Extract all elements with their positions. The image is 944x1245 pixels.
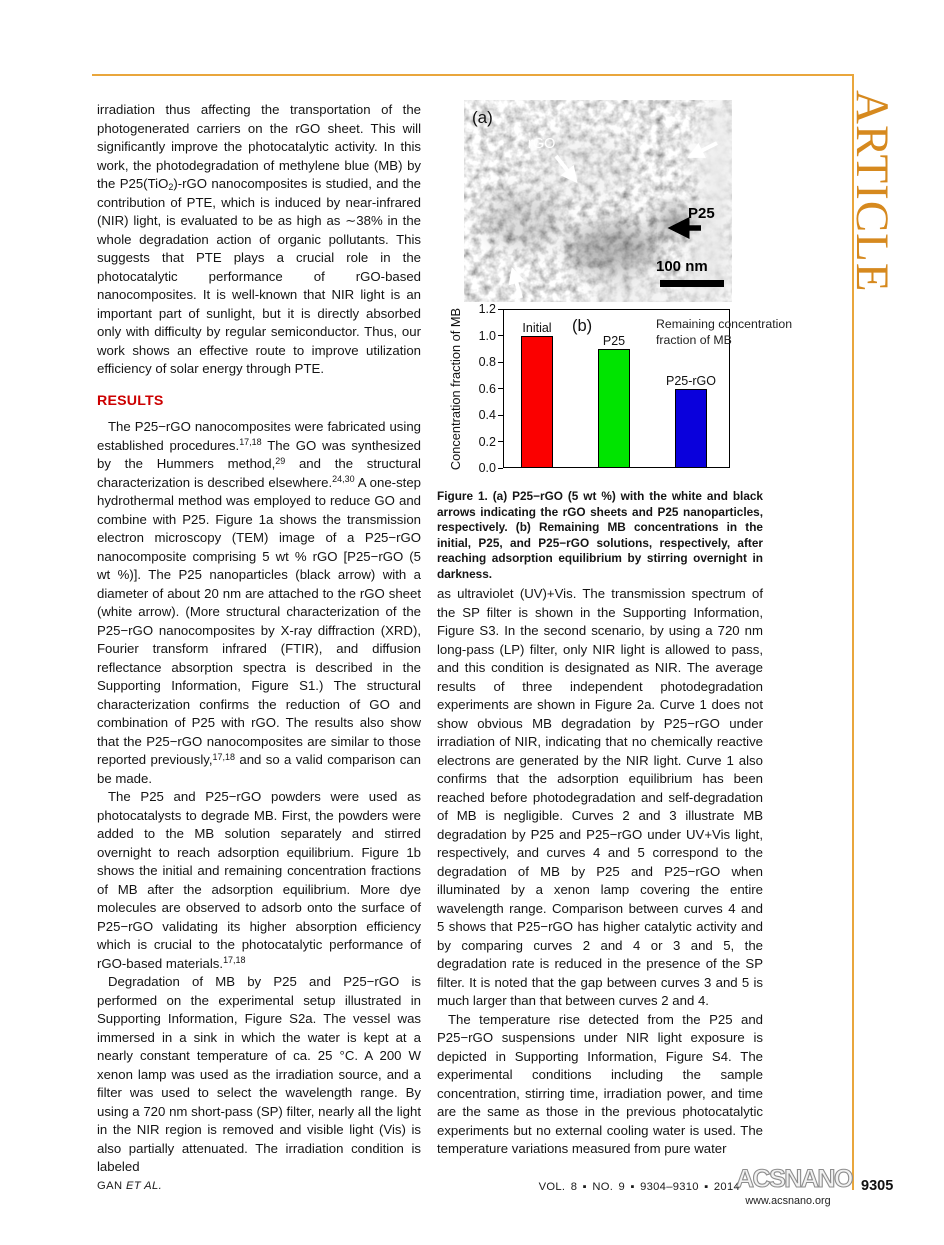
y-tick-label: 0.0 (478, 461, 496, 475)
bar-p25 (598, 349, 630, 468)
chart-annotation-line: Remaining concentration (656, 317, 793, 331)
bar-label: P25-rGO (665, 373, 716, 388)
scale-bar (660, 280, 724, 287)
left-text-column (97, 101, 421, 1177)
y-tick-label: 0.6 (478, 381, 496, 396)
paragraph-intro: irradiation thus affecting the transportation of the photogenerated carriers on the rGO sheet. This will significantly improve the photocatalytic activity. In this work, the photodegradation of methylene blue (MB) by the P25(TiO$_2$)-rGO nanocomposites is studied, and the contribution of PTE, which is induced by near-infrared (NIR) light, is evaluated to be as high as ∼38% in the whole degradation action of organic pollutants. This suggests that PTE plays a crucial role in the photocatalytic performance of rGO-based nanocomposites. It is well-known that NIR light is an important part of sunlight, but it is directly absorbed only with difficulty by regular semiconductor. Thus, our work shows an effective route to improve utilization efficiency of solar energy through PTE. (97, 102, 421, 376)
results-section-heading: RESULTS (97, 392, 164, 409)
paragraph-adsorption: The P25 and P25−rGO powders were used as photocatalysts to degrade MB. First, the powders were added to the MB solution separately and stirred overnight to reach adsorption equilibrium. Figure 1b shows the initial and remaining concentration fractions of MB after the adsorption equilibrium. More dye molecules are observed to adsorb onto the surface of P25−rGO validating its higher absorption efficiency which is crucial to the photocatalytic performance of rGO-based materials.$^{17,18}$ (97, 789, 421, 971)
y-tick-label: 0.2 (478, 434, 496, 449)
y-tick-label: 0.4 (478, 408, 496, 422)
paragraph-temperature-rise: The temperature rise detected from the P25 and P25−rGO suspensions under NIR light exposure is depicted in Supporting Information, Figure S4. The experimental conditions including the sample concentration, stirring time, irradiation power, and time are the same as those in the previous photocatalytic experiments but no external cooling water is used. The temperature variations measured from pure water (437, 1011, 763, 1156)
bar-p25-rgo (675, 389, 707, 469)
figure1b-bar-chart (440, 302, 793, 475)
chart-annotation-line: fraction of MB (656, 332, 732, 347)
chart-annotation (656, 317, 798, 348)
bar-initial (521, 336, 553, 469)
footer-authors-etal: ET AL. (125, 1180, 163, 1192)
page-number: 9305 (861, 1178, 894, 1194)
paragraph-irradiation-conditions: as ultraviolet (UV)+Vis. The transmission spectrum of the SP filter is shown in the Supporting Information, Figure S3. In the second scenario, by using a 720 nm long-pass (LP) filter, only NIR light is allowed to pass, and this condition is designated as NIR. The average results of three independent photodegradation experiments are shown in Figure 2a. Curve 1 does not show obvious MB degradation by P25−rGO under irradiation of NIR, indicating that no chemically reactive electrons are generated by the NIR light. Curve 1 also confirms that the adsorption equilibrium has been reached before photodegradation and self-degradation of MB is negligible. Curves 2 and 3 illustrate MB degradation by P25 and P25−rGO under UV+Vis light, respectively, and curves 4 and 5 correspond to the degradation of MB by P25 and P25−rGO when illuminated by a xenon lamp covering the entire wavelength range. Comparison between curves 4 and 5 shows that P25−rGO has higher catalytic activity and by comparing curves 2 and 4 or 3 and 5, the degradation rate is reduced in the presence of the SP filter. It is noted that the gap between curves 3 and 5 is much larger than that between curves 2 and 4. (437, 586, 763, 1008)
p25-label: P25 (688, 205, 715, 222)
footer-authors (97, 1180, 162, 1192)
bar-label: P25 (602, 333, 626, 348)
paragraph-degradation-setup: Degradation of MB by P25 and P25−rGO is performed on the experimental setup illustrated in Supporting Information, Figure S2a. The vessel was immersed in a sink in which the water is kept at a nearly constant temperature of ca. 25 °C. A 200 W xenon lamp was used as the irradiation source, and a filter was used to select the wavelength range. By using a 720 nm short-pass (SP) filter, nearly all the light in the NIR region is removed and visible light (Vis) is also partially attenuated. The irradiation condition is labeled (97, 974, 421, 1174)
bar-label: Initial (522, 320, 552, 335)
chart-y-axis-label: Concentration fraction of MB (448, 307, 463, 471)
acsnano-logo-text: ACSNANO (736, 1165, 852, 1193)
scale-bar-label: 100 nm (656, 258, 708, 275)
y-tick-label: 1.2 (478, 302, 496, 316)
journal-website: www.acsnano.org (745, 1195, 831, 1207)
paragraph-fabrication: The P25−rGO nanocomposites were fabricated using established procedures.$^{17,18}$ The GO was synthesized by the Hummers method,$^{29}$ and the structural characterization is described elsewhere.$^{24,30}$ A one-step hydrothermal method was employed to reduce GO and combine with P25. Figure 1a shows the transmission electron microscopy (TEM) image of a P25−rGO nanocomposite comprising 5 wt % rGO [P25−rGO (5 wt %)]. The P25 nanoparticles (black arrow) with a diameter of about 20 nm are attached to the rGO sheet (white arrow). (More structural characterization of the P25−rGO nanocomposites by X-ray diffraction (XRD), Fourier transform infrared (FTIR), and diffusion reflectance absorption spectra is described in the Supporting Information, Figure S1.) The structural characterization confirms the reduction of GO and combination of P25 with rGO. The results also show that the P25−rGO nanocomposites are similar to those reported previously,$^{17,18}$ and so a valid comparison can be made. (97, 419, 422, 786)
figure1-caption: Figure 1. (a) P25−rGO (5 wt %) with the white and black arrows indicating the rGO sheets and P25 nanoparticles, respectively. (b) Remaining MB concentrations in the initial, P25, and P25−rGO solutions, respectively, after reaching adsorption equilibrium by stirring overnight in darkness. (437, 489, 763, 581)
y-tick-label: 1.0 (478, 328, 496, 343)
journal-logo (736, 1164, 852, 1207)
y-tick-label: 0.8 (478, 355, 496, 369)
rgo-label: rGO (528, 136, 556, 152)
top-accent-rule (92, 74, 854, 76)
chart-plot (503, 309, 793, 468)
article-type-label: ARTICLE (846, 90, 898, 293)
panel-b-label: (b) (572, 317, 593, 335)
footer-authors-name: GAN (97, 1180, 126, 1192)
panel-a-label: (a) (472, 108, 493, 127)
figure1a-tem-image (464, 100, 732, 302)
footer-volume-info: VOL. 8 ▪ NO. 9 ▪ 9304–9310 ▪ 2014 (538, 1181, 740, 1193)
right-text-column (437, 585, 763, 1159)
